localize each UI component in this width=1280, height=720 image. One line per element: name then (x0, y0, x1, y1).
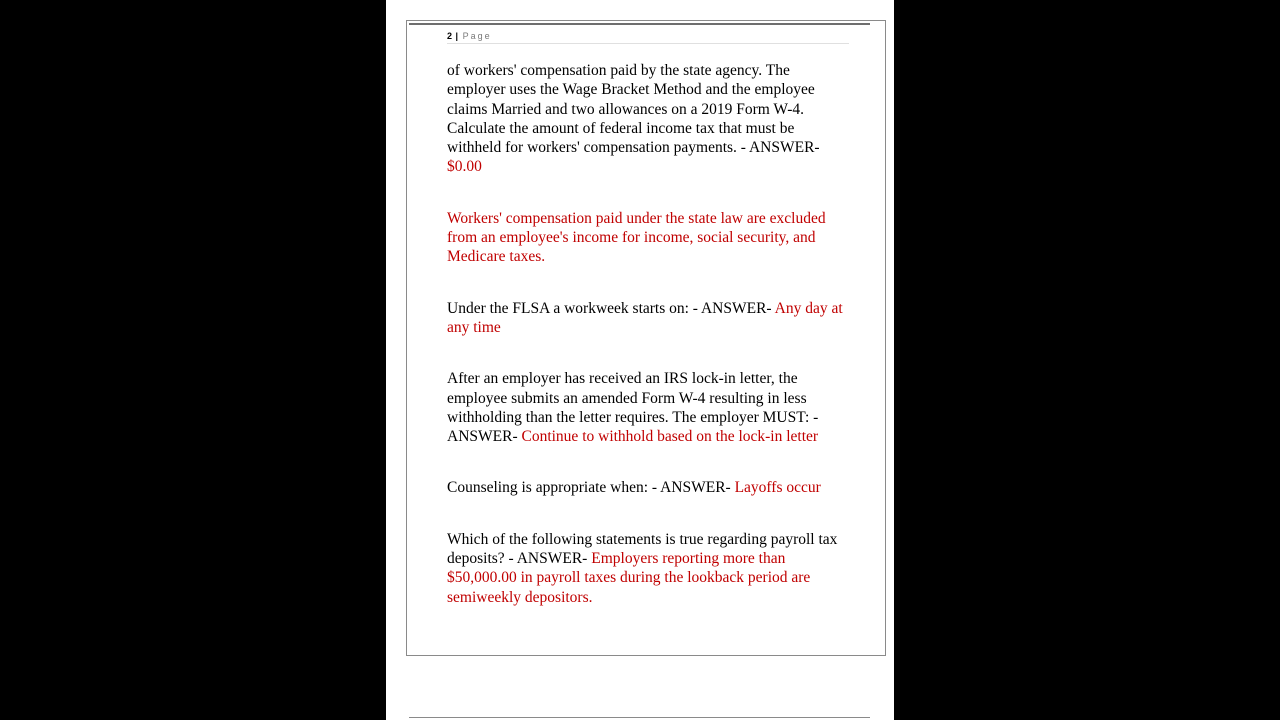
page-content (447, 61, 852, 607)
answer-text: Any day at any time (447, 299, 843, 336)
qa-block-3 (447, 369, 852, 446)
qa-block-5 (447, 530, 852, 607)
answer-text: $0.00 (447, 158, 482, 176)
qa-block-4 (447, 478, 852, 497)
question-text: Under the FLSA a workweek starts on: - ANSWER- (447, 299, 775, 317)
page-label: Page (462, 31, 492, 41)
answer-text: Continue to withhold based on the lock-in letter (521, 428, 819, 446)
page-header (447, 31, 849, 44)
question-text: of workers' compensation paid by the state agency. The employer uses the Wage Bracket Method and the employee claims Married and two allowances on a 2019 Form W-4. Calculate the amount of federal income tax that must be withheld for workers' compensation payments. - ANSWER- (447, 62, 820, 157)
answer-text: Layoffs occur (734, 479, 821, 497)
qa-block-2 (447, 299, 852, 338)
question-text: Which of the following statements is true regarding payroll tax deposits? - ANSWER- (447, 530, 838, 568)
qa-block-1 (447, 61, 852, 177)
page-number: 2 (447, 31, 453, 41)
next-page-top-rule (409, 717, 870, 718)
document-page (386, 0, 894, 720)
question-text: After an employer has received an IRS lock-in letter, the employee submits an amended Form W-4 resulting in less withholding than the letter requires. The employer MUST: - ANSWER- (447, 370, 819, 446)
answer-text: Employers reporting more than $50,000.00 in payroll taxes during the lookback period are semiweekly depositors. (447, 550, 811, 606)
explanation-text: Workers' compensation paid under the state law are excluded from an employee's income for income, social security, and Medicare taxes. (447, 209, 826, 266)
question-text: Counseling is appropriate when: - ANSWER- (447, 479, 735, 497)
top-rule (409, 23, 870, 25)
header-separator: | (455, 31, 459, 41)
